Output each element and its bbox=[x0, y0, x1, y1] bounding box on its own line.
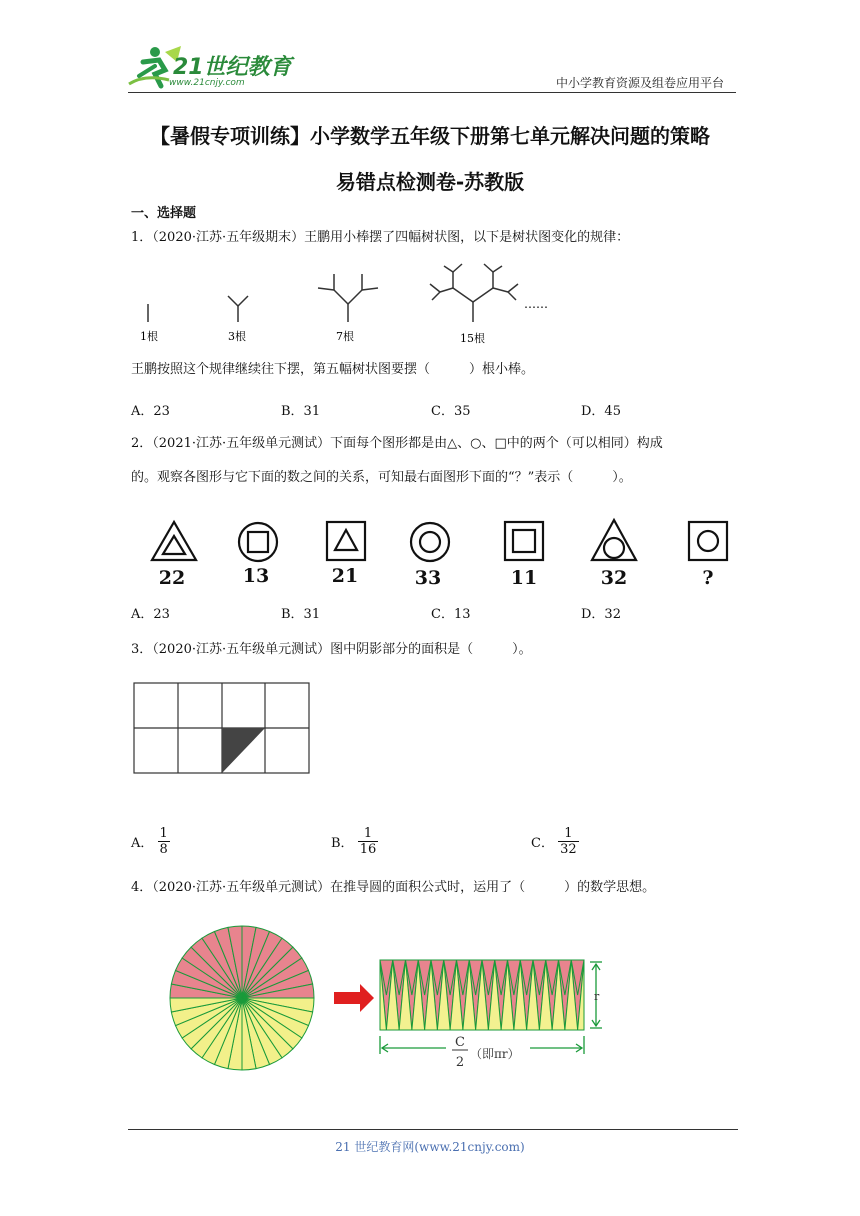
shape-number-6: 32 bbox=[600, 567, 628, 589]
tree-label-2: 3根 bbox=[228, 330, 246, 343]
c-numerator: C bbox=[455, 1035, 465, 1050]
page-title-line2: 易错点检测卷-苏教版 bbox=[335, 170, 525, 194]
footer-text: 21 世纪教育网(www.21cnjy.com) bbox=[335, 1140, 525, 1154]
q1-tree-figure bbox=[128, 258, 568, 348]
q1-stem: 1．（2020·江苏·五年级期末）王鹏用小棒摆了四幅树状图，以下是树状图变化的规律： bbox=[131, 230, 630, 245]
q1-option-c[interactable]: C．35 bbox=[431, 404, 471, 419]
header-logo bbox=[125, 44, 295, 92]
q2-option-d[interactable]: D．32 bbox=[581, 607, 621, 622]
shaded-triangle bbox=[222, 728, 265, 773]
q2-stem-line2: 的。观察各图形与它下面的数之间的关系，可知最右面图形下面的“？”表示（ ）。 bbox=[131, 470, 632, 485]
footer-rule bbox=[128, 1129, 738, 1130]
section-heading: 一、选择题 bbox=[131, 206, 197, 221]
q1-option-a[interactable]: A．23 bbox=[131, 404, 170, 419]
tree-label-1: 1根 bbox=[140, 330, 158, 343]
q2-option-c[interactable]: C．13 bbox=[431, 607, 471, 622]
q2-stem-line1: 2．（2021·江苏·五年级单元测试）下面每个图形都是由△、○、□中的两个（可以相同）构成 bbox=[131, 436, 663, 451]
tree-label-4: 15根 bbox=[460, 332, 485, 345]
c-denominator: 2 bbox=[455, 1055, 465, 1070]
q3-option-b[interactable]: B． $\frac{1}{16}$ bbox=[331, 826, 377, 857]
q2-option-b[interactable]: B．31 bbox=[281, 607, 321, 622]
radius-label: r bbox=[594, 990, 600, 1003]
shape-number-3: 21 bbox=[331, 565, 359, 587]
q4-circle-area-figure bbox=[168, 912, 628, 1082]
q3-option-a[interactable]: A． $\frac{1}{8}$ bbox=[131, 826, 168, 857]
shape-number-5: 11 bbox=[510, 567, 538, 589]
q3-grid-figure bbox=[133, 682, 315, 776]
q2-shapes-figure bbox=[140, 516, 740, 596]
shape-number-7: ? bbox=[702, 567, 714, 589]
header-rule bbox=[128, 92, 736, 93]
logo-text: 21世纪教育 bbox=[173, 55, 292, 80]
rearranged-strip bbox=[380, 960, 584, 1030]
q4-stem: 4．（2020·江苏·五年级单元测试）在推导圆的面积公式时，运用了（ ）的数学思想。 bbox=[131, 880, 656, 895]
red-arrow-icon bbox=[334, 984, 374, 1012]
q1-option-d[interactable]: D．45 bbox=[581, 404, 621, 419]
q1-option-b[interactable]: B．31 bbox=[281, 404, 321, 419]
circle-sectors bbox=[170, 926, 314, 1070]
q1-ask: 王鹏按照这个规律继续往下摆，第五幅树状图要摆（ ）根小棒。 bbox=[131, 362, 535, 377]
shape-number-1: 22 bbox=[158, 567, 186, 589]
page-title-line1: 【暑假专项训练】小学数学五年级下册第七单元解决问题的策略 bbox=[150, 124, 710, 148]
shape-number-4: 33 bbox=[414, 567, 442, 589]
c-note: （即πr） bbox=[470, 1047, 520, 1061]
tree-label-3: 7根 bbox=[336, 330, 354, 343]
q3-stem: 3．（2020·江苏·五年级单元测试）图中阴影部分的面积是（ ）。 bbox=[131, 642, 532, 657]
tree-ellipsis: …… bbox=[524, 297, 548, 311]
shape-number-2: 13 bbox=[242, 565, 270, 587]
q2-option-a[interactable]: A．23 bbox=[131, 607, 170, 622]
q3-option-c[interactable]: C． $\frac{1}{32}$ bbox=[531, 826, 577, 857]
header-right-text: 中小学教育资源及组卷应用平台 bbox=[555, 76, 724, 90]
logo-url: www.21cnjy.com bbox=[169, 78, 245, 88]
